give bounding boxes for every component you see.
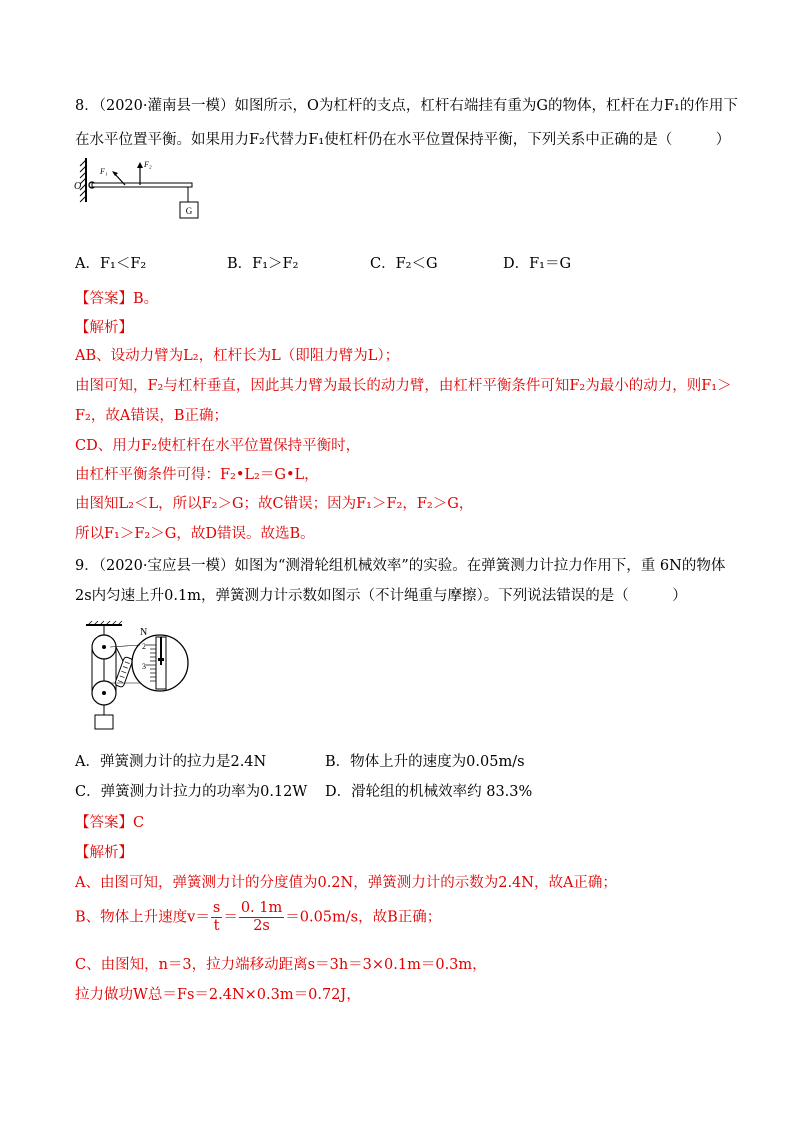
fraction-s-over-t (211, 900, 222, 935)
q8-analysis-line: F₂，故A错误，B正确； (75, 408, 228, 424)
q9-analysis-title: 【解析】 (75, 845, 133, 861)
q8-stem-line1: 8．（2020·灌南县一模）如图所示，O为杠杆的支点，杠杆右端挂有重为G的物体，杠杆在力F₁的作用下 (75, 98, 738, 114)
q9-answer: 【答案】C (75, 815, 145, 831)
q9-analysis-b-suffix: ＝0.05m/s，故B正确； (285, 909, 442, 926)
q8-analysis-line: 所以F₁＞F₂＞G，故D错误。故选B。 (75, 526, 315, 542)
scale-label-n: N (140, 627, 148, 638)
q9-analysis-c: C、由图知，n＝3，拉力端移动距离s＝3h＝3×0.1m＝0.3m， (75, 957, 487, 973)
q8-analysis-line: 由图知L₂＜L，所以F₂＞G；故C错误；因为F₁＞F₂，F₂＞G， (75, 496, 474, 512)
q9-analysis-c: 拉力做功W总＝Fs＝2.4N×0.3m＝0.72J， (75, 987, 361, 1003)
q9-option-d: D．滑轮组的机械效率约 83.3% (325, 784, 533, 800)
scale-label-2: 2 (142, 642, 146, 651)
q8-option-c: C．F₂＜G (370, 256, 438, 272)
q8-option-d: D．F₁＝G (503, 256, 572, 272)
lever-label-f1: F₁ (100, 167, 108, 176)
q8-analysis-line: AB、设动力臂为L₂，杠杆长为L（即阻力臂为L）； (75, 348, 400, 364)
lever-label-f2: F₂ (144, 160, 152, 169)
q8-analysis-line: 由图可知，F₂与杠杆垂直，因此其力臂为最长的动力臂，由杠杆平衡条件可知F₂为最小的动力，则F₁＞ (75, 378, 732, 394)
q8-option-b: B．F₁＞F₂ (227, 256, 299, 272)
lever-label-g: G (185, 206, 193, 216)
lever-label-o: O (74, 181, 82, 192)
q8-stem-line2: 在水平位置平衡。如果用力F₂代替力F₁使杠杆仍在水平位置保持平衡，下列关系中正确的是（ ） (75, 132, 731, 148)
q8-analysis-line: CD、用力F₂使杠杆在水平位置保持平衡时， (75, 438, 361, 454)
q8-analysis-title: 【解析】 (75, 320, 133, 336)
q9-option-b: B．物体上升的速度为0.05m/s (325, 754, 525, 770)
fraction-distance-over-time (239, 900, 284, 935)
q9-analysis-b-prefix: B、物体上升速度v＝ (75, 909, 210, 926)
q9-option-a: A．弹簧测力计的拉力是2.4N (75, 754, 267, 770)
lever-figure (70, 152, 210, 224)
q9-stem-line2: 2s内匀速上升0.1m，弹簧测力计示数如图示（不计绳重与摩擦）。下列说法错误的是（ ） (75, 588, 687, 604)
fraction-numerator: 0. 1m (240, 900, 283, 916)
q9-analysis-a: A、由图可知，弹簧测力计的分度值为0.2N，弹簧测力计的示数为2.4N，故A正确； (75, 875, 617, 891)
q8-option-a: A．F₁＜F₂ (75, 256, 147, 272)
q9-stem-line1: 9．（2020·宝应县一模）如图为“测滑轮组机械效率”的实验。在弹簧测力计拉力作用下，重 6N的物体 (75, 558, 726, 574)
scale-label-3: 3 (142, 662, 146, 671)
fraction-denominator: 2s (253, 918, 270, 934)
q8-answer: 【答案】B。 (75, 291, 159, 307)
fraction-numerator: s (212, 900, 221, 916)
q9-analysis-b-eq: ＝ (223, 909, 238, 926)
q9-analysis-b (75, 900, 441, 935)
fraction-denominator: t (213, 918, 220, 934)
pulley-figure (80, 615, 195, 737)
q9-option-c: C．弹簧测力计拉力的功率为0.12W (75, 784, 308, 800)
q8-analysis-line: 由杠杆平衡条件可得：F₂•L₂＝G•L， (75, 467, 319, 483)
